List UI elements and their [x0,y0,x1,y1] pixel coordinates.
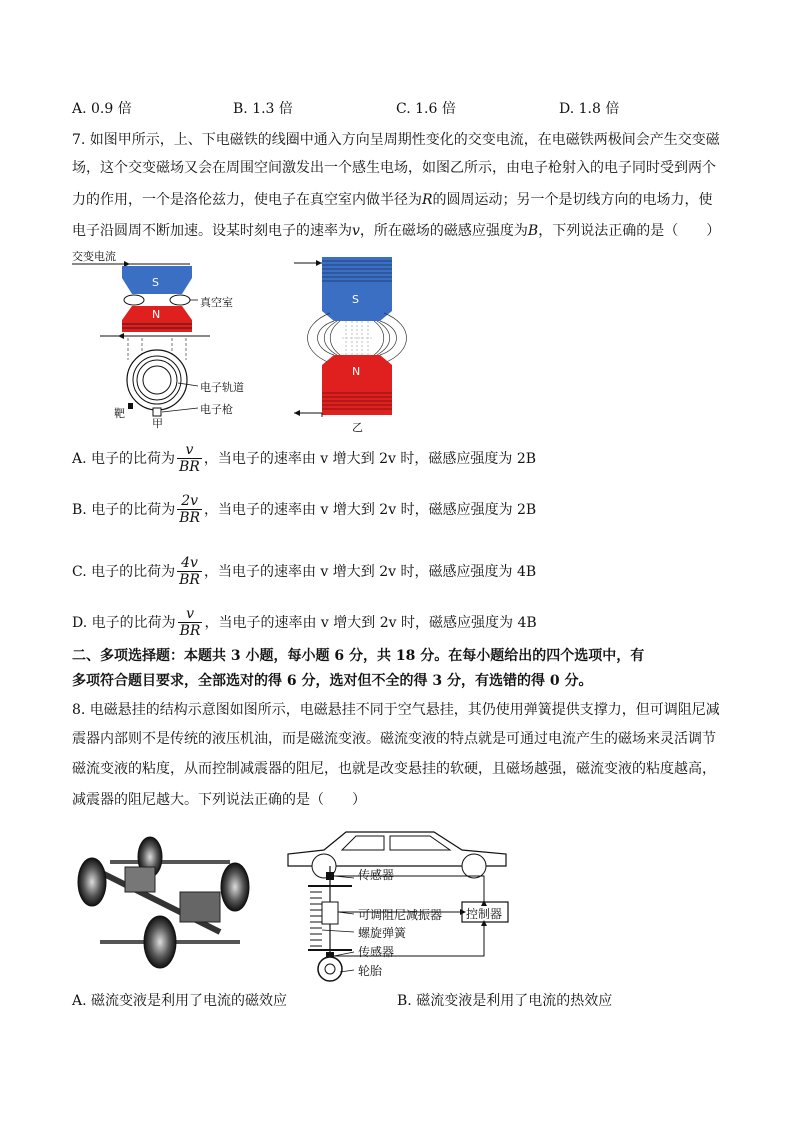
q7-stem-line-3: 力的作用，一个是洛伦兹力，使电子在真空室内做半径为R的圆周运动；另一个是切线方向的电场力，使 [72,192,713,208]
sensor-top-label: 传感器 [358,868,395,882]
chassis-image [70,832,260,972]
damper-label: 可调阻尼减振器 [358,908,443,922]
section2-heading-line-1: 二、多项选择题：本题共 3 小题，每小题 6 分，共 18 分。在每小题给出的四个选项中，有 [72,648,645,664]
q6-option-c: C. 1.6 倍 [396,101,456,117]
q7-stem-line-1: 7. 如图甲所示，上、下电磁铁的线圈中通入方向呈周期性变化的交变电流，在电磁铁两极间会产生交变磁 [72,132,720,148]
sensor-bottom-label: 传感器 [358,945,395,959]
q7-option-d: D. 电子的比荷为 $\frac{v}{BR}$ ，当电子的速率由 v 增大到 2v 时，磁感应强度为 4B [72,605,537,639]
q6-option-b: B. 1.3 倍 [233,101,293,117]
q8-option-a: A. 磁流变液是利用了电流的磁效应 [72,993,288,1009]
s-pole-label: S [152,276,159,289]
controller-label: 控制器 [466,907,503,921]
tire-label: 轮胎 [358,964,383,978]
ac-current-label: 交变电流 [72,250,116,263]
q8-stem-line-2: 震器内部则不是传统的液压机油，而是磁流变液。磁流变液的特点就是可通过电流产生的磁场来灵活调节 [72,731,716,747]
suspension-diagram [284,826,520,986]
n-pole-label: N [152,308,161,321]
electron-gun-label: 电子枪 [200,403,233,416]
q7-option-a: A. 电子的比荷为 $\frac{v}{BR}$ ，当电子的速率由 v 增大到 2v 时，磁感应强度为 2B [72,441,537,475]
q8-stem-line-4: 减震器的阻尼越大。下列说法正确的是（ ） [72,792,366,808]
figure-jia-caption: 甲 [152,417,163,430]
q7-stem-line-2: 场，这个交变磁场又会在周围空间激发出一个感生电场，如图乙所示，由电子枪射入的电子同时受到两个 [72,160,716,176]
spring-label: 螺旋弹簧 [358,926,407,940]
figure-yi-caption: 乙 [352,421,363,434]
q7-option-b: B. 电子的比荷为 $\frac{2v}{BR}$ ，当电子的速率由 v 增大到 2v 时，磁感应强度为 2B [72,492,537,526]
n-pole-label-yi: N [352,365,361,378]
q7-stem-line-4: 电子沿圆周不断加速。设某时刻电子的速率为v，所在磁场的磁感应强度为B，下列说法正确的是（ ） [72,223,721,239]
target-label: 靶 [114,407,125,420]
s-pole-label-yi: S [352,293,359,306]
q7-option-c: C. 电子的比荷为 $\frac{4v}{BR}$ ，当电子的速率由 v 增大到 2v 时，磁感应强度为 4B [72,554,537,588]
electron-orbit-label: 电子轨道 [200,381,244,394]
q8-stem-line-3: 磁流变液的粘度，从而控制减震器的阻尼，也就是改变悬挂的软硬，且磁场越强，磁流变液的粘度越高， [72,761,716,777]
section2-heading-line-2: 多项符合题目要求，全部选对的得 6 分，选对但不全的得 3 分，有选错的得 0 分。 [72,673,593,689]
q6-option-d: D. 1.8 倍 [559,101,620,117]
q8-option-b: B. 磁流变液是利用了电流的热效应 [397,993,613,1009]
q8-stem-line-1: 8. 电磁悬挂的结构示意图如图所示，电磁悬挂不同于空气悬挂，其仍使用弹簧提供支撑力，但可调阻尼减 [72,702,720,718]
figure-jia [70,248,260,428]
q6-option-a: A. 0.9 倍 [72,101,132,117]
vacuum-chamber-label: 真空室 [200,296,233,309]
figure-yi [292,253,422,433]
